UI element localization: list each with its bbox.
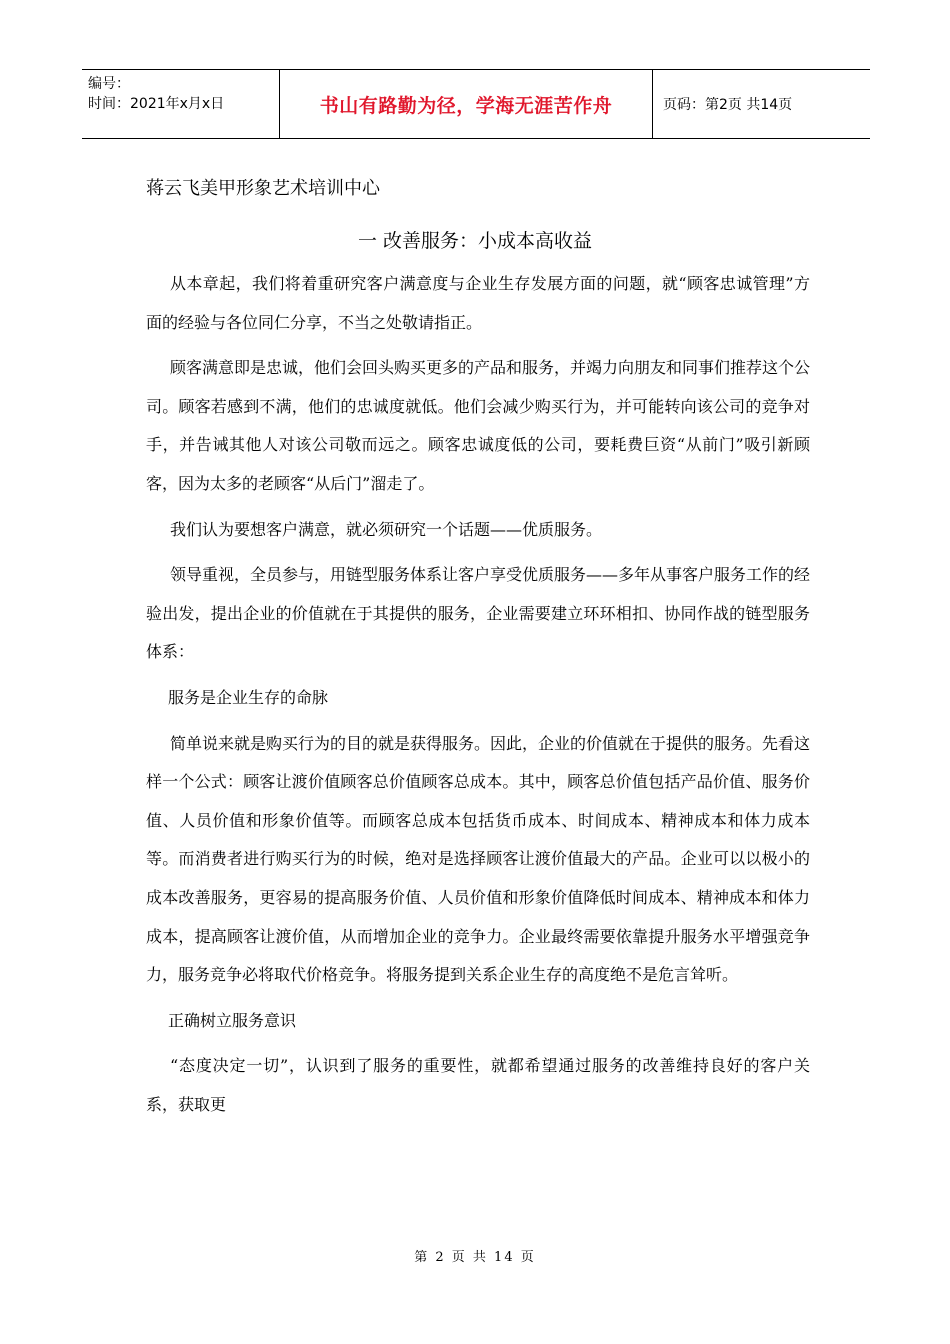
paragraph-intro: 从本章起，我们将着重研究客户满意度与企业生存发展方面的问题，就“顾客忠诚管理”方面的经验与各位同仁分享，不当之处敬请指正。 xyxy=(146,274,810,332)
paragraph-value-formula: 简单说来就是购买行为的目的就是获得服务。因此，企业的价值就在于提供的服务。先看这样一个公式：顾客让渡价值顾客总价值顾客总成本。其中，顾客总价值包括产品价值、服务价值、人员价值和形象价值等。而顾客总成本包括货币成本、时间成本、精神成本和体力成本等。而消费者进行购买行为的时候，绝对是选择顾客让渡价值最大的产品。企业可以以极小的成本改善服务，更容易的提高服务价值、人员价值和形象价值降低时间成本、精神成本和体力成本，提高顾客让渡价值，从而增加企业的竞争力。企业最终需要依靠提升服务水平增强竞争力，服务竞争必将取代价格竞争。将服务提到关系企业生存的高度绝不是危言耸听。 xyxy=(146,733,811,985)
paragraph-chain-service: 领导重视，全员参与，用链型服务体系让客户享受优质服务——多年从事客户服务工作的经验出发，提出企业的价值就在于其提供的服务，企业需要建立环环相扣、协同作战的链型服务体系： xyxy=(146,565,811,662)
page-footer: 第 2 页 共 14 页 xyxy=(414,1250,536,1265)
chapter-title: 一 改善服务：小成本高收益 xyxy=(357,230,593,252)
paragraph-loyalty: 顾客满意即是忠诚，他们会回头购买更多的产品和服务，并竭力向朋友和同事们推荐这个公司。顾客若感到不满，他们的忠诚度就低。他们会减少购买行为，并可能转向该公司的竞争对手，并告诫其他人对该公司敬而远之。顾客忠诚度低的公司，要耗费巨资“从前门”吸引新顾客，因为太多的老顾客“从后门”溜走了。 xyxy=(146,358,811,493)
header-meta xyxy=(82,70,280,138)
document-body xyxy=(146,265,810,1131)
section-heading-awareness: 正确树立服务意识 xyxy=(168,1010,297,1030)
paragraph-attitude: “态度决定一切”，认识到了服务的重要性，就都希望通过服务的改善维持良好的客户关系，获取更 xyxy=(146,1056,810,1114)
header-motto: 书山有路勤为径，学海无涯苦作舟 xyxy=(280,70,653,138)
doc-number-label: 编号： xyxy=(88,76,130,92)
section-heading-lifeline: 服务是企业生存的命脉 xyxy=(168,687,329,707)
header-page-label: 页码：第2页 共14页 xyxy=(663,97,793,113)
paragraph-quality-service: 我们认为要想客户满意，就必须研究一个话题——优质服务。 xyxy=(170,519,603,539)
document-header xyxy=(82,69,870,139)
org-title: 蒋云飞美甲形象艺术培训中心 xyxy=(146,178,380,199)
doc-date-label: 时间：2021年x月x日 xyxy=(88,96,225,112)
